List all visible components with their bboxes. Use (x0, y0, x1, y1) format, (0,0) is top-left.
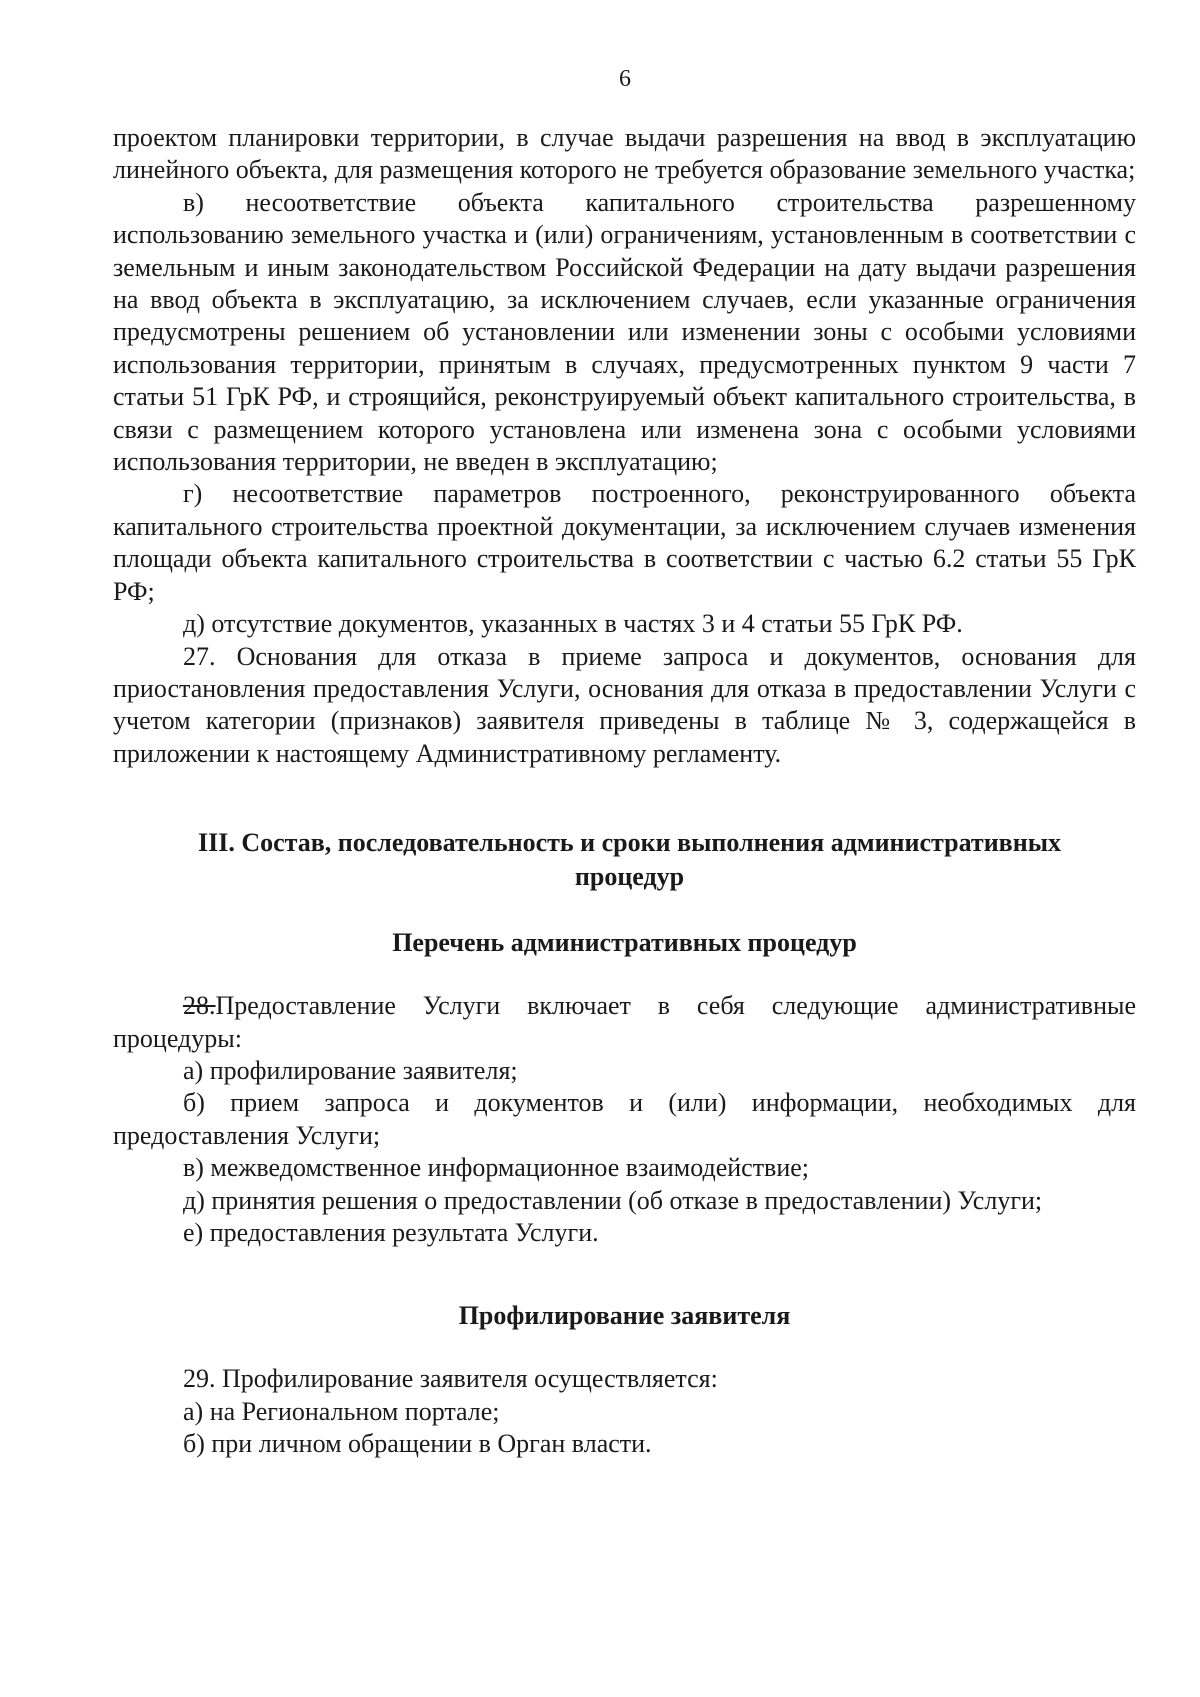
section-title-iii: III. Состав, последовательность и сроки выполнения административных процедур (197, 828, 1061, 892)
procedure-item-b: б) прием запроса и документов и (или) информации, необходимых для предоставления Услуги; (113, 1088, 1136, 1150)
paragraph-27: 27. Основания для отказа в приеме запроса и документов, основания для приостановления предоставления Услуги, основания для отказа в предоставлении Услуги с учетом категории (признаков) заявителя приведены в таблице № 3, содержащейся в приложении к настоящему Административному регламенту. (113, 641, 1136, 768)
paragraph-29: 29. Профилирование заявителя осуществляется: (183, 1364, 718, 1394)
paragraph-item-d: д) отсутствие документов, указанных в частях 3 и 4 статьи 55 ГрК РФ. (183, 609, 963, 639)
profiling-item-b: б) при личном обращении в Орган власти. (183, 1429, 652, 1459)
struck-number-28: 28. (183, 991, 216, 1021)
document-body (113, 122, 1136, 1461)
profiling-item-a: а) на Региональном портале; (183, 1396, 500, 1426)
page-number: 6 (619, 66, 631, 92)
paragraph-continuation: проектом планировки территории, в случае выдачи разрешения на ввод в эксплуатацию линейного объекта, для размещения которого не требуется образование земельного участка; (113, 123, 1136, 185)
paragraph-28 (113, 990, 1136, 1055)
paragraph-item-g: г) несоответствие параметров построенного, реконструированного объекта капитального строительства проектной документации, за исключением случаев изменения площади объекта капитального строительства в соответствии с частью 6.2 статьи 55 ГрК РФ; (113, 479, 1136, 606)
procedure-item-d: д) принятия решения о предоставлении (об отказе в предоставлении) Услуги; (183, 1185, 1043, 1215)
subsection-title-procedures-list: Перечень административных процедур (392, 928, 857, 958)
procedure-item-v: в) межведомственное информационное взаимодействие; (183, 1153, 810, 1183)
procedure-item-a: а) профилирование заявителя; (183, 1055, 518, 1085)
subsection-title-profiling: Профилирование заявителя (458, 1301, 791, 1331)
paragraph-28-text: Предоставление Услуги включает в себя следующие административные процедуры: (113, 991, 1136, 1053)
paragraph-item-v: в) несоответствие объекта капитального строительства разрешенному использованию земельного участка и (или) ограничениям, установленным в соответствии с земельным и иным законодательством Российской Федерации на дату выдачи разрешения на ввод объекта в эксплуатацию, за исключением случаев, если указанные ограничения предусмотрены решением об установлении или изменении зоны с особыми условиями использования территории, принятым в случаях, предусмотренных пунктом 9 части 7 статьи 51 ГрК РФ, и строящийся, реконструируемый объект капитального строительства, в связи с размещением которого установлена или изменена зона с особыми условиями использования территории, не введен в эксплуатацию; (113, 187, 1136, 477)
procedure-item-e: е) предоставления результата Услуги. (183, 1217, 599, 1247)
